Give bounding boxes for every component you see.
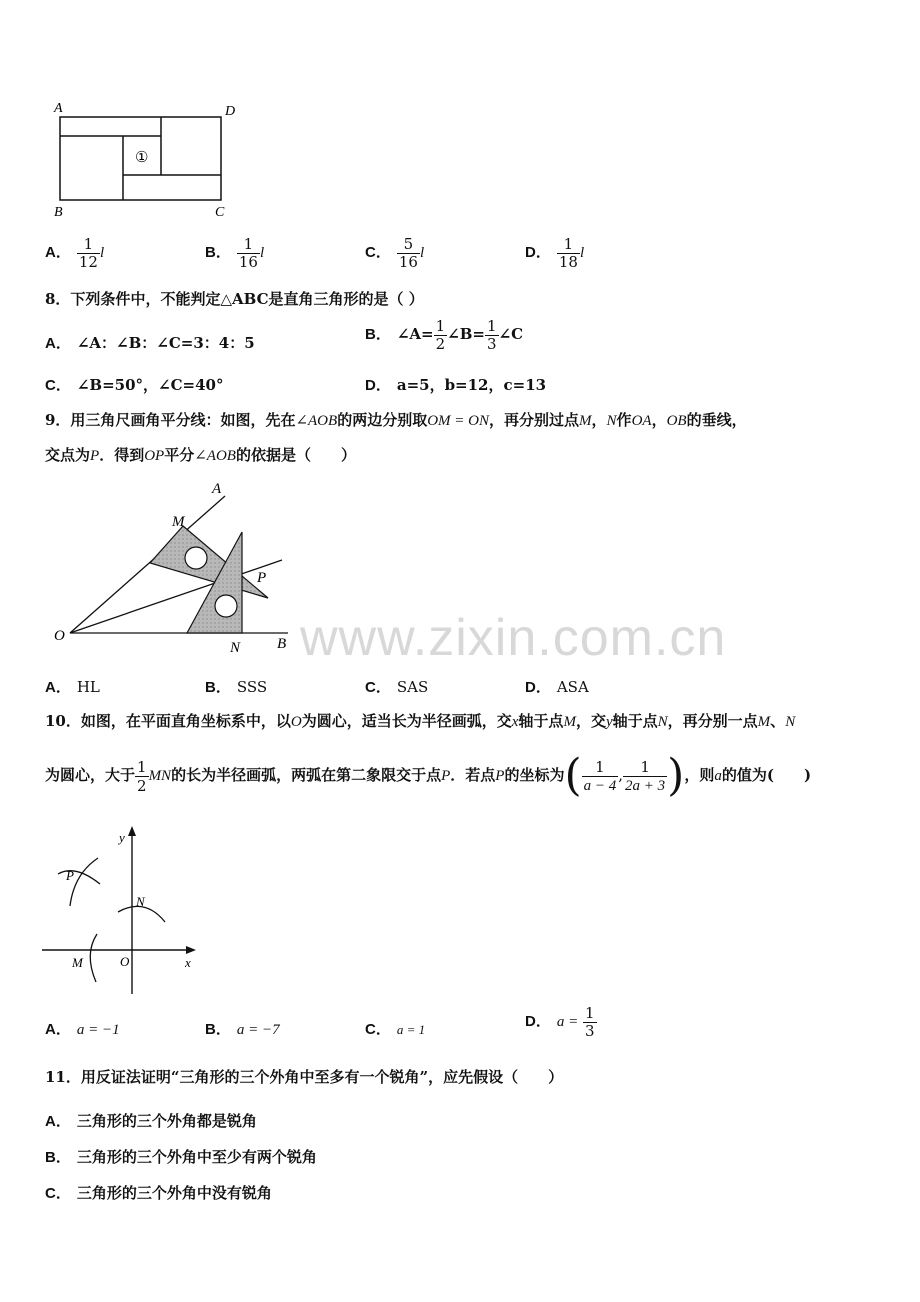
label-o: O — [120, 954, 130, 969]
q11-option-b[interactable]: B． 三角形的三个外角中至少有两个锐角 — [45, 1148, 317, 1166]
q11-stem: 11．用反证法证明“三角形的三个外角中至多有一个锐角”，应先假设（ ） — [45, 1068, 564, 1086]
q9-stem-line2: 交点为P．得到OP平分∠AOB的依据是（ ） — [45, 446, 356, 464]
q10-option-b[interactable]: B． a = −7 — [205, 1021, 280, 1038]
rectangle-figure — [50, 98, 250, 223]
label-p: P — [257, 570, 267, 586]
label-n: N — [230, 640, 241, 656]
q10-option-c[interactable]: C． a = 1 — [365, 1021, 426, 1038]
label-y: y — [119, 830, 125, 845]
label-x: x — [185, 955, 191, 970]
q7-option-d[interactable]: D． $\frac{1}{18}$ l — [525, 235, 585, 271]
q8-stem: 8．下列条件中，不能判定△ABC是直角三角形的是（ ） — [45, 290, 424, 308]
q9-option-b[interactable]: B． SSS — [205, 678, 268, 696]
label-b: B — [54, 205, 63, 220]
q9-option-c[interactable]: C． SAS — [365, 678, 429, 696]
label-a: A — [54, 101, 63, 116]
label-o: O — [54, 628, 65, 644]
label-m: M — [72, 955, 83, 970]
watermark: www.zixin.com.cn — [300, 609, 727, 667]
label-c: C — [215, 205, 225, 220]
q8-option-d[interactable]: D． a=5，b=12，c=13 — [365, 376, 547, 394]
label-b: B — [277, 636, 287, 652]
label-m: M — [172, 514, 185, 530]
q11-option-a[interactable]: A． 三角形的三个外角都是锐角 — [45, 1112, 257, 1130]
q10-stem-line2: 为圆心，大于 $\frac{1}{2}$ MN的长为半径画弧，两弧在第二象限交于点P．若点P的坐标为( $\frac{1}{a - 4}$ , $\frac{1}{2a + 3}$ )，则a的值为( ) — [45, 750, 812, 801]
angle-bisector-figure — [50, 478, 310, 663]
q10-option-d[interactable]: D． a = $\frac{1}{3}$ — [525, 1004, 595, 1040]
q7-option-a[interactable]: A． $\frac{1}{12}$ l — [45, 235, 105, 271]
q10-stem-line1: 10．如图，在平面直角坐标系中，以O为圆心，适当长为半径画弧，交x轴于点M，交y轴于点N，再分别一点M、N — [45, 712, 796, 730]
q9-stem-line1: 9．用三角尺画角平分线：如图，先在∠AOB的两边分别取OM = ON，再分别过点M，N作OA，OB的垂线， — [45, 411, 747, 429]
label-p: P — [66, 868, 74, 883]
q8-option-c[interactable]: C． ∠B=50°，∠C=40° — [45, 376, 224, 394]
q8-option-b[interactable]: B． ∠A= $\frac{1}{2}$ ∠B= $\frac{1}{3}$ ∠C — [365, 317, 524, 353]
q9-option-d[interactable]: D． ASA — [525, 678, 589, 696]
q9-option-a[interactable]: A． HL — [45, 678, 100, 696]
label-d: D — [225, 104, 236, 119]
label-a: A — [212, 481, 222, 497]
label-n: N — [136, 894, 145, 909]
q7-option-b[interactable]: B． $\frac{1}{16}$ l — [205, 235, 265, 271]
q11-option-c[interactable]: C． 三角形的三个外角中没有锐角 — [45, 1184, 272, 1202]
q8-option-a[interactable]: A． ∠A：∠B：∠C=3：4：5 — [45, 334, 255, 352]
coordinate-figure — [40, 822, 210, 1000]
region-label: ① — [135, 150, 149, 166]
q7-option-c[interactable]: C． $\frac{5}{16}$ l — [365, 235, 425, 271]
q10-option-a[interactable]: A． a = −1 — [45, 1021, 120, 1038]
